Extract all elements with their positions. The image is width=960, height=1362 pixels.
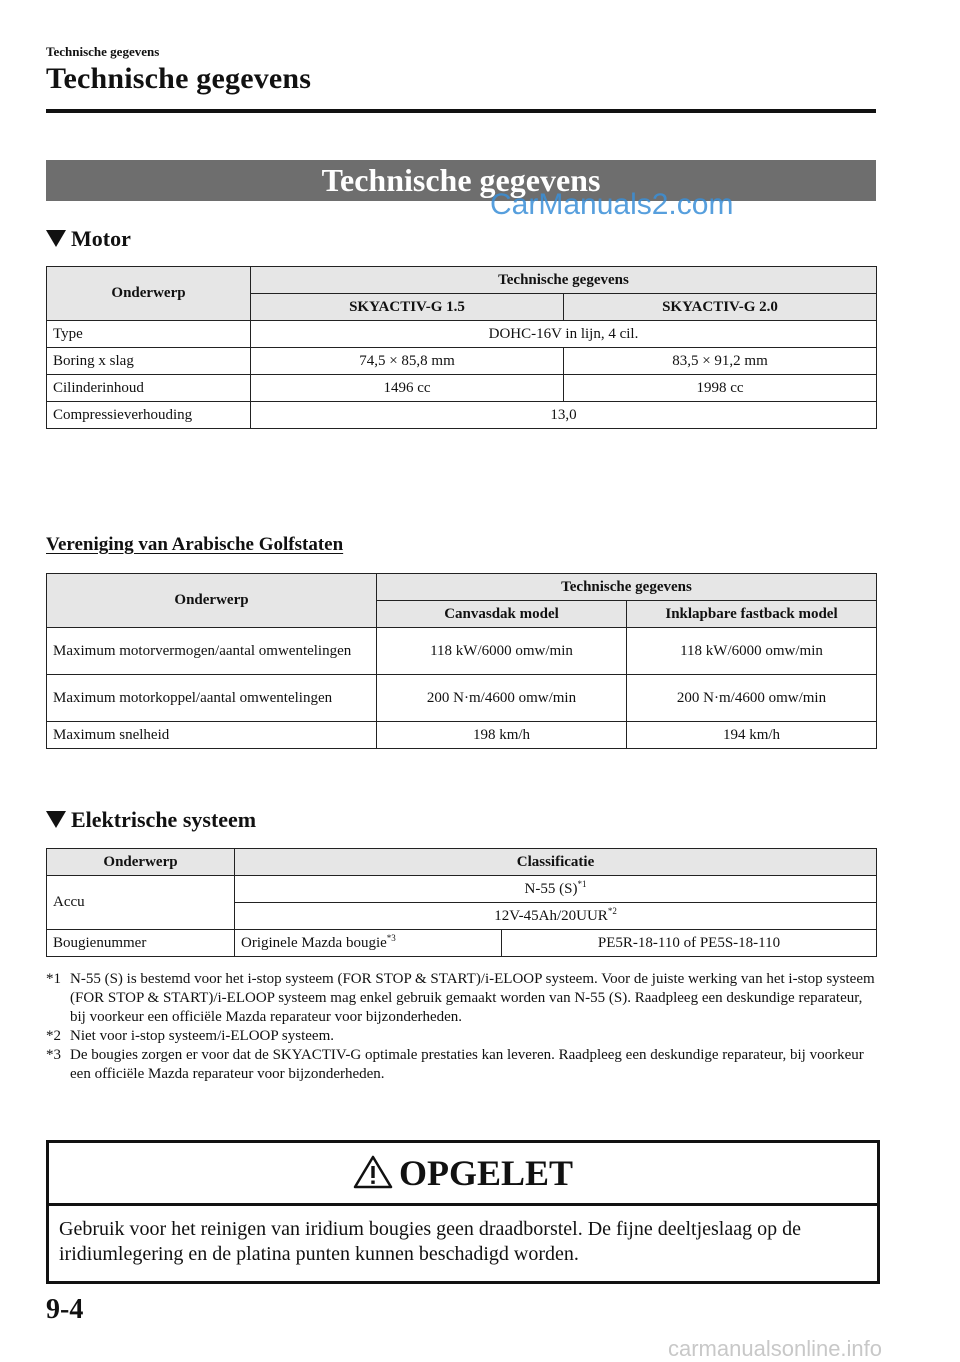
- page-number: 9-4: [46, 1294, 84, 1325]
- plug-type: Originele Mazda bougie: [241, 934, 387, 951]
- gulf-heading: Vereniging van Arabische Golfstaten: [46, 534, 344, 555]
- row-label: Cilinderinhoud: [47, 375, 251, 402]
- table-cell: [235, 930, 502, 957]
- table-cell: 1998 cc: [564, 375, 877, 402]
- section-banner: Technische gegevens: [46, 160, 876, 201]
- table-cell: [235, 903, 877, 930]
- table-cell: 194 km/h: [627, 722, 877, 749]
- table-row: [47, 675, 877, 722]
- table-cell: [235, 876, 877, 903]
- accu-value-1: N-55 (S): [524, 880, 578, 897]
- motor-heading: [46, 226, 131, 252]
- table-row: [47, 348, 877, 375]
- footnotes: [46, 970, 876, 1084]
- warning-icon: [353, 1155, 393, 1189]
- table-row: [47, 876, 877, 903]
- table-row: [47, 267, 877, 294]
- header-cell: Classificatie: [235, 849, 877, 876]
- title-rule: [46, 109, 876, 113]
- row-label: Maximum motorkoppel/aantal omwentelingen: [47, 675, 377, 722]
- electric-table: [46, 848, 877, 957]
- footnote-mark: *3: [386, 932, 396, 943]
- motor-table: [46, 266, 877, 429]
- footnote-marker: *2: [46, 1028, 61, 1044]
- table-cell: 118 kW/6000 omw/min: [377, 628, 627, 675]
- table-row: [47, 628, 877, 675]
- row-label: Boring x slag: [47, 348, 251, 375]
- table-cell: 200 N·m/4600 omw/min: [627, 675, 877, 722]
- footnote: [46, 1027, 876, 1046]
- table-row: [47, 722, 877, 749]
- header-cell: SKYACTIV-G 1.5: [251, 294, 564, 321]
- table-cell: 198 km/h: [377, 722, 627, 749]
- header-cell: Onderwerp: [47, 267, 251, 321]
- footnote-mark: *2: [607, 905, 617, 916]
- row-label: Maximum motorvermogen/aantal omwentelingen: [47, 628, 377, 675]
- caution-text: Gebruik voor het reinigen van iridium bougies geen draadborstel. De fijne deeltjeslaag op de iridiumlegering en de platina punten kunnen beschadigd worden.: [59, 1218, 801, 1265]
- motor-heading-text: Motor: [71, 226, 131, 251]
- header-cell: Technische gegevens: [377, 574, 877, 601]
- footnote-text: De bougies zorgen er voor dat de SKYACTIV-G optimale prestaties kan leveren. Raadpleeg een deskundige reparateur, bij voorkeur een officiële Mazda reparateur voor bijzonderheden.: [70, 1047, 864, 1082]
- footnote-text: Niet voor i-stop systeem/i-ELOOP systeem.: [70, 1028, 334, 1044]
- row-label: Maximum snelheid: [47, 722, 377, 749]
- header-cell: Technische gegevens: [251, 267, 877, 294]
- table-cell: 74,5 × 85,8 mm: [251, 348, 564, 375]
- table-row: [47, 375, 877, 402]
- caution-title: OPGELET: [398, 1153, 574, 1193]
- table-row: [47, 849, 877, 876]
- table-cell: 13,0: [251, 402, 877, 429]
- table-cell: PE5R-18-110 of PE5S-18-110: [502, 930, 877, 957]
- caution-header: [49, 1143, 877, 1206]
- header-cell: Canvasdak model: [377, 601, 627, 628]
- table-cell: DOHC-16V in lijn, 4 cil.: [251, 321, 877, 348]
- electric-heading: [46, 807, 256, 833]
- header-cell: Onderwerp: [47, 849, 235, 876]
- caution-box: [46, 1140, 880, 1284]
- footnote: [46, 970, 876, 1027]
- table-row: [47, 930, 877, 957]
- row-label: Bougienummer: [47, 930, 235, 957]
- accu-value-2: 12V-45Ah/20UUR: [494, 907, 608, 924]
- gulf-table: [46, 573, 877, 749]
- row-label: Accu: [47, 876, 235, 930]
- header-cell: Inklapbare fastback model: [627, 601, 877, 628]
- page-title: Technische gegevens: [46, 62, 312, 95]
- table-row: [47, 321, 877, 348]
- triangle-icon: [46, 811, 66, 828]
- table-cell: 1496 cc: [251, 375, 564, 402]
- footnote-mark: *1: [577, 878, 587, 889]
- row-label: Compressieverhouding: [47, 402, 251, 429]
- watermark: CarManuals2.com: [490, 188, 734, 221]
- footnote-marker: *3: [46, 1047, 61, 1063]
- table-row: [47, 574, 877, 601]
- row-label: Type: [47, 321, 251, 348]
- table-cell: 118 kW/6000 omw/min: [627, 628, 877, 675]
- table-cell: 83,5 × 91,2 mm: [564, 348, 877, 375]
- table-row: [47, 402, 877, 429]
- table-cell: 200 N·m/4600 omw/min: [377, 675, 627, 722]
- footer-watermark: carmanualsonline.info: [668, 1336, 883, 1361]
- triangle-icon: [46, 230, 66, 247]
- header-cell: Onderwerp: [47, 574, 377, 628]
- footnote: [46, 1046, 876, 1084]
- footnote-text: N-55 (S) is bestemd voor het i-stop systeem (FOR STOP & START)/i-ELOOP systeem. Voor de juiste werking van het i-stop systeem (FOR STOP & START)/i-ELOOP systeem mag enkel gebruik gemaakt worden van N-55 (S). Raadpleeg een deskundige reparateur, bij voorkeur een officiële Mazda reparateur voor bijzonderheden.: [70, 971, 875, 1025]
- running-head: Technische gegevens: [46, 44, 160, 59]
- header-cell: SKYACTIV-G 2.0: [564, 294, 877, 321]
- footnote-marker: *1: [46, 971, 61, 987]
- electric-heading-text: Elektrische systeem: [71, 807, 257, 832]
